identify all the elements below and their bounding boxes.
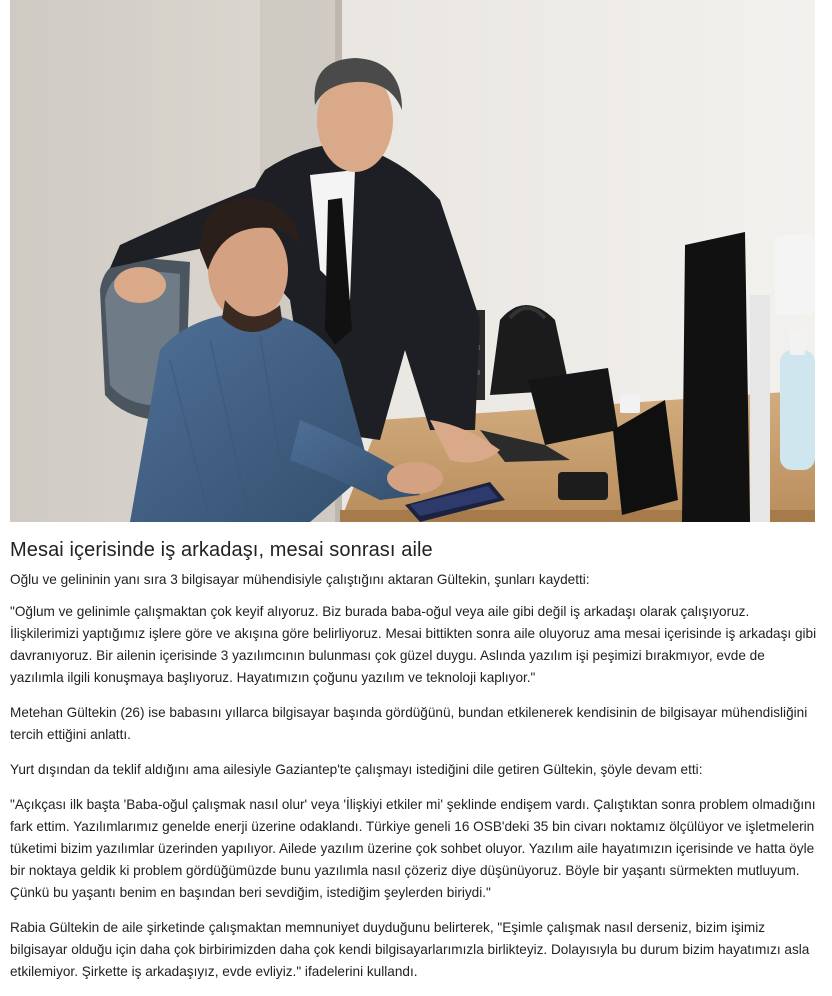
office-scene-illustration (10, 0, 815, 522)
article-photo (10, 0, 815, 522)
article-paragraph: Oğlu ve gelininin yanı sıra 3 bilgisayar mühendisiyle çalıştığını aktaran Gültekin, şunları kaydetti: (10, 572, 590, 587)
article-paragraph: "Oğlum ve gelinimle çalışmaktan çok keyif alıyoruz. Biz burada baba-oğul veya aile gibi değil iş arkadaşı olarak çalışıyoruz. İlişkilerimizi yaptığımız işlere göre ve akışına göre belirliyoruz. Mesai bittikten sonra aile oluyoruz ama mesai içerisinde iş arkadaşı gibi davranıyoruz. Bir ailenin içerisinde 3 yazılımcının bulunması çok güzel duygu. Aslında yazılım işi peşimizi bırakmıyor, evde de yazılımla ilgili konuşmaya başlıyoruz. Hayatımızın çoğunu yazılım ve teknoloji kaplıyor." (10, 604, 817, 685)
article-paragraph: Rabia Gültekin de aile şirketinde çalışmaktan memnuniyet duyduğunu belirterek, "Eşimle çalışmak nasıl derseniz, bizim işimiz bilgisayar olduğu için daha çok birbirimizden daha çok kendi bilgisayarlarımızla birlikteyiz. Dolayısıyla bu durum bizim hayatımızı asla etkilemiyor. Şirkette iş arkadaşıyız, evde evliyiz." ifadelerini kullandı. (10, 920, 810, 979)
article-paragraph: Yurt dışından da teklif aldığını ama ailesiyle Gaziantep'te çalışmayı istediğini dile getiren Gültekin, şöyle devam etti: (10, 762, 703, 777)
section-heading: Mesai içerisinde iş arkadaşı, mesai sonrası aile (10, 539, 433, 561)
news-article (10, 0, 822, 996)
article-paragraph: Metehan Gültekin (26) ise babasını yıllarca bilgisayar başında gördüğünü, bundan etkilenerek kendisinin de bilgisayar mühendisliğini tercih ettiğini anlattı. (10, 705, 808, 742)
article-paragraph: "Açıkçası ilk başta 'Baba-oğul çalışmak nasıl olur' veya 'İlişkiyi etkiler mi' şeklinde endişem vardı. Çalıştıktan sonra problem olmadığını fark ettim. Yazılımlarımız genelde enerji üzerine odaklandı. Türkiye geneli 16 OSB'deki 35 bin civarı noktamız ölçülüyor ve işletmelerin tüketimi bizim yazılımlar üzerinden yapılıyor. Ailede yazılım üzerine çok sohbet oluyor. Yazılım aile hayatımızın içerisinde ve hatta öyle bir noktaya geldik ki problem gördüğümüzde bunu yazılımla nasıl çözeriz diye düşünüyoruz. Böyle bir yaşantı sürmekten mutluyum. Çünkü bu yaşantı benim en başından beri sevdiğim, istediğim şeylerden biriydi." (10, 797, 816, 900)
